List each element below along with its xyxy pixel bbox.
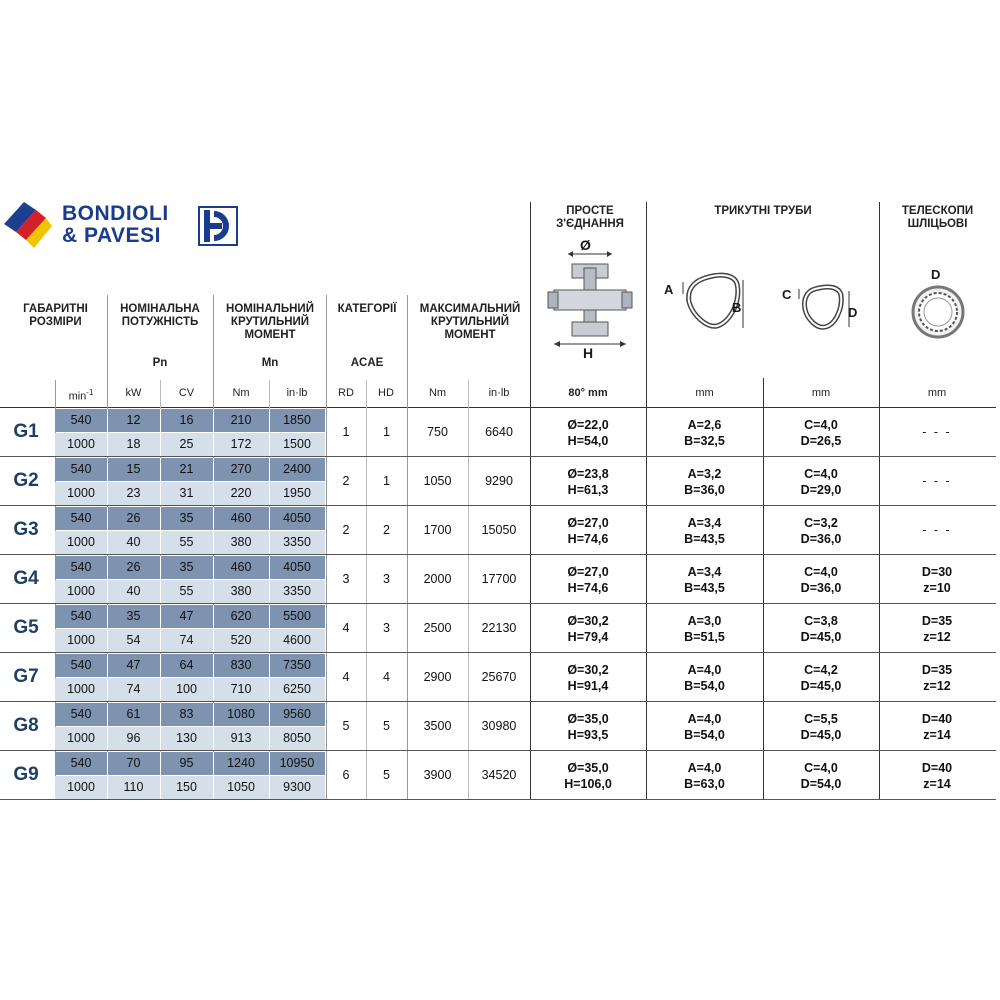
- cell-1000-cv: 55: [179, 584, 194, 598]
- cell-b: B=54,0: [684, 679, 725, 693]
- cell-max-nm: 750: [427, 425, 448, 439]
- cell-540-nm: 270: [230, 462, 252, 476]
- cell-540-cv: 47: [179, 609, 194, 623]
- group-label: G3: [13, 519, 39, 540]
- cell-h: H=93,5: [567, 728, 609, 742]
- cell-a: A=4,0: [687, 663, 722, 677]
- cell-rd: 4: [342, 621, 350, 635]
- cell-540-inlb: 1850: [283, 413, 311, 427]
- cell-hd: 3: [383, 621, 390, 635]
- cell-c: C=4,0: [804, 565, 838, 579]
- cell-c: C=3,2: [804, 516, 838, 530]
- diagram-label-h: H: [583, 345, 594, 361]
- cell-max-inlb: 30980: [481, 719, 517, 733]
- cell-540-rpm: 540: [70, 560, 92, 574]
- cell-1000-rpm: 1000: [67, 780, 95, 794]
- cell-1000-rpm: 1000: [67, 731, 95, 745]
- cell-max-nm: 2500: [423, 621, 452, 635]
- cell-c: C=3,8: [804, 614, 838, 628]
- cell-d: D=45,0: [800, 679, 842, 693]
- cell-max-inlb: 9290: [485, 474, 513, 488]
- cell-max-inlb: 17700: [481, 572, 517, 586]
- cell-1000-inlb: 9300: [283, 780, 311, 794]
- cell-rd: 5: [342, 719, 350, 733]
- cell-tel-dash: - - -: [922, 474, 952, 488]
- cell-540-cv: 35: [179, 511, 194, 525]
- cell-540-inlb: 2400: [283, 462, 311, 476]
- cell-1000-inlb: 1500: [283, 437, 311, 451]
- cell-d: D=29,0: [800, 483, 842, 497]
- cell-540-cv: 95: [179, 756, 194, 770]
- cell-h: H=54,0: [567, 434, 609, 448]
- diagram-label-c: C: [782, 287, 792, 302]
- group-label: G2: [13, 470, 39, 491]
- cell-d: D=36,0: [800, 581, 842, 595]
- cell-h: H=74,6: [567, 532, 609, 546]
- brand-name-line1: BONDIOLI: [62, 202, 169, 225]
- diagram-label-a: A: [664, 282, 674, 297]
- cell-1000-kw: 18: [126, 437, 141, 451]
- cell-1000-cv: 25: [179, 437, 194, 451]
- cell-h: H=79,4: [567, 630, 609, 644]
- cell-1000-nm: 220: [230, 486, 252, 500]
- cell-1000-inlb: 1950: [283, 486, 311, 500]
- cell-max-nm: 2000: [423, 572, 452, 586]
- cell-rd: 4: [342, 670, 350, 684]
- cell-540-inlb: 7350: [283, 658, 311, 672]
- cell-h: H=74,6: [567, 581, 609, 595]
- unit-kw: kW: [125, 387, 142, 399]
- cell-phi: Ø=27,0: [567, 516, 609, 530]
- cell-1000-cv: 55: [179, 535, 194, 549]
- cell-hd: 5: [383, 719, 390, 733]
- cell-540-inlb: 9560: [283, 707, 311, 721]
- cell-540-rpm: 540: [70, 462, 92, 476]
- header-power-symbol: Pn: [152, 357, 168, 369]
- unit-min: [55, 380, 107, 406]
- header-torque-symbol: Mn: [261, 357, 279, 369]
- cell-phi: Ø=22,0: [567, 418, 609, 432]
- cell-1000-cv: 130: [176, 731, 197, 745]
- cell-d: D=26,5: [800, 434, 842, 448]
- cell-h: H=91,4: [567, 679, 609, 693]
- unit-mm-a: mm: [695, 387, 714, 399]
- cell-b: B=43,5: [684, 581, 725, 595]
- cell-540-inlb: 5500: [283, 609, 311, 623]
- header-category: КАТЕГОРІЇ: [337, 303, 397, 315]
- cell-540-cv: 64: [179, 658, 194, 672]
- cell-b: B=36,0: [684, 483, 725, 497]
- cell-c: C=5,5: [804, 712, 838, 726]
- cell-max-nm: 2900: [423, 670, 452, 684]
- cell-tel-z: z=10: [923, 581, 951, 595]
- cell-540-kw: 26: [126, 511, 141, 525]
- cell-540-kw: 47: [126, 658, 141, 672]
- cell-rd: 2: [342, 523, 350, 537]
- cell-540-rpm: 540: [70, 413, 92, 427]
- cell-1000-cv: 150: [176, 780, 197, 794]
- cell-540-nm: 1080: [227, 707, 255, 721]
- cell-a: A=3,2: [687, 467, 722, 481]
- cell-max-inlb: 34520: [481, 768, 517, 782]
- cell-d: D=45,0: [800, 728, 842, 742]
- cell-1000-rpm: 1000: [67, 437, 95, 451]
- unit-inlb: in·lb: [286, 387, 308, 399]
- unit-mm-d: mm: [927, 387, 947, 399]
- cell-1000-kw: 54: [126, 633, 141, 647]
- cell-540-kw: 12: [126, 413, 141, 427]
- cell-d: D=54,0: [800, 777, 842, 791]
- brand-name-line2: & PAVESI: [62, 224, 161, 247]
- cell-phi: Ø=30,2: [567, 663, 609, 677]
- cell-tel-d: D=30: [921, 565, 953, 579]
- cell-a: A=4,0: [687, 761, 722, 775]
- unit-nm-max: Nm: [428, 387, 447, 399]
- header-size: ГАБАРИТНІ РОЗМІРИ: [23, 303, 88, 328]
- cell-max-inlb: 25670: [481, 670, 517, 684]
- cell-1000-rpm: 1000: [67, 486, 95, 500]
- cell-540-rpm: 540: [70, 658, 92, 672]
- cell-540-kw: 70: [126, 756, 141, 770]
- group-label: G4: [13, 568, 39, 589]
- diagram-label-d2: D: [931, 267, 941, 282]
- cell-hd: 4: [383, 670, 390, 684]
- universal-joint-diagram: [540, 238, 640, 356]
- cell-tel-z: z=12: [923, 630, 951, 644]
- cell-540-kw: 35: [126, 609, 141, 623]
- cell-1000-nm: 380: [230, 584, 252, 598]
- cell-540-nm: 460: [230, 511, 252, 525]
- cell-rd: 3: [342, 572, 350, 586]
- cell-540-nm: 1240: [227, 756, 255, 770]
- cell-540-rpm: 540: [70, 707, 92, 721]
- cell-phi: Ø=35,0: [567, 712, 609, 726]
- cell-540-inlb: 4050: [283, 511, 311, 525]
- cell-1000-inlb: 6250: [283, 682, 311, 696]
- group-label: G8: [13, 715, 39, 736]
- cell-b: B=43,5: [684, 532, 725, 546]
- cell-d: D=36,0: [800, 532, 842, 546]
- cell-b: B=32,5: [684, 434, 725, 448]
- cell-hd: 2: [383, 523, 390, 537]
- cell-1000-rpm: 1000: [67, 584, 95, 598]
- cell-b: B=51,5: [684, 630, 725, 644]
- header-simple-joint: ПРОСТЕ З'ЄДНАННЯ: [556, 205, 624, 230]
- cell-1000-rpm: 1000: [67, 633, 95, 647]
- cell-phi: Ø=30,2: [567, 614, 609, 628]
- cell-d: D=45,0: [800, 630, 842, 644]
- spline-shaft-diagram: [908, 282, 968, 342]
- cell-1000-nm: 172: [230, 437, 252, 451]
- cell-c: C=4,2: [804, 663, 838, 677]
- cell-max-inlb: 6640: [485, 425, 513, 439]
- cell-tel-d: D=35: [921, 614, 953, 628]
- cell-c: C=4,0: [804, 418, 838, 432]
- header-max-torque: МАКСИМАЛЬНИЙ КРУТИЛЬНИЙ МОМЕНТ: [419, 303, 521, 341]
- cell-max-nm: 1700: [423, 523, 452, 537]
- cell-1000-inlb: 8050: [283, 731, 311, 745]
- divider-triangular: [646, 202, 647, 800]
- unit-cv: CV: [178, 387, 195, 399]
- cell-b: B=63,0: [684, 777, 725, 791]
- cell-1000-nm: 710: [230, 682, 252, 696]
- cell-540-cv: 83: [179, 707, 194, 721]
- cell-540-rpm: 540: [70, 609, 92, 623]
- cell-hd: 5: [383, 768, 390, 782]
- cell-b: B=54,0: [684, 728, 725, 742]
- cell-tel-d: D=35: [921, 663, 953, 677]
- cell-max-nm: 1050: [423, 474, 452, 488]
- divider-joint: [530, 202, 531, 800]
- cell-1000-kw: 40: [126, 584, 141, 598]
- cell-phi: Ø=35,0: [567, 761, 609, 775]
- cell-a: A=3,4: [687, 516, 722, 530]
- cell-a: A=3,0: [687, 614, 722, 628]
- cell-tel-dash: - - -: [922, 523, 952, 537]
- cell-540-kw: 15: [126, 462, 141, 476]
- header-triangular-tubes: ТРИКУТНІ ТРУБИ: [714, 205, 812, 217]
- cell-max-nm: 3900: [423, 768, 452, 782]
- cell-1000-nm: 1050: [227, 780, 255, 794]
- cell-rd: 1: [342, 425, 350, 439]
- cell-540-kw: 26: [126, 560, 141, 574]
- cell-1000-cv: 74: [179, 633, 194, 647]
- cell-1000-nm: 913: [230, 731, 252, 745]
- cell-c: C=4,0: [804, 761, 838, 775]
- cell-1000-kw: 23: [126, 486, 141, 500]
- cell-1000-kw: 40: [126, 535, 141, 549]
- cell-phi: Ø=23,8: [567, 467, 609, 481]
- cell-max-inlb: 15050: [481, 523, 517, 537]
- cell-hd: 3: [383, 572, 390, 586]
- brand-mark-icon: [198, 206, 238, 246]
- cell-a: A=4,0: [687, 712, 722, 726]
- header-power: НОМІНАЛЬНА ПОТУЖНІСТЬ: [120, 303, 200, 328]
- group-label: G1: [13, 421, 39, 442]
- group-label: G5: [13, 617, 39, 638]
- cell-a: A=2,6: [687, 418, 722, 432]
- logo-stripes-icon: [2, 198, 54, 254]
- cell-tel-z: z=14: [923, 728, 951, 742]
- cell-hd: 1: [383, 474, 390, 488]
- unit-inlb-max: in·lb: [488, 387, 510, 399]
- unit-rd: RD: [338, 387, 354, 399]
- cell-540-nm: 620: [230, 609, 252, 623]
- header-telescopic: ТЕЛЕСКОПИ ШЛІЦЬОВІ: [901, 205, 974, 230]
- diagram-label-b: B: [732, 300, 742, 315]
- cell-tel-dash: - - -: [922, 425, 952, 439]
- group-label: G9: [13, 764, 39, 785]
- cell-h: H=61,3: [567, 483, 609, 497]
- cell-1000-kw: 110: [123, 780, 144, 794]
- cell-540-inlb: 10950: [279, 756, 315, 770]
- row-divider: [0, 799, 996, 800]
- cell-rd: 6: [342, 768, 350, 782]
- cell-540-rpm: 540: [70, 511, 92, 525]
- cell-1000-kw: 74: [126, 682, 141, 696]
- cell-540-cv: 35: [179, 560, 194, 574]
- cell-tel-d: D=40: [921, 761, 953, 775]
- cell-phi: Ø=27,0: [567, 565, 609, 579]
- cell-a: A=3,4: [687, 565, 722, 579]
- cell-rd: 2: [342, 474, 350, 488]
- cell-hd: 1: [383, 425, 390, 439]
- cell-tel-z: z=12: [923, 679, 951, 693]
- cell-540-nm: 210: [230, 413, 252, 427]
- cell-1000-inlb: 4600: [283, 633, 311, 647]
- unit-mm-c: mm: [811, 387, 831, 399]
- unit-min-text: min: [68, 390, 87, 403]
- group-label: G7: [13, 666, 39, 687]
- unit-nm: Nm: [232, 387, 250, 399]
- header-category-symbol: ACAE: [350, 357, 384, 369]
- cell-1000-cv: 31: [179, 486, 194, 500]
- cell-1000-cv: 100: [176, 682, 197, 696]
- cell-1000-nm: 380: [230, 535, 252, 549]
- brand-logo: [2, 198, 242, 254]
- cell-1000-rpm: 1000: [67, 535, 95, 549]
- cell-h: H=106,0: [564, 777, 612, 791]
- cell-max-inlb: 22130: [481, 621, 517, 635]
- cell-540-nm: 830: [230, 658, 252, 672]
- cell-tel-z: z=14: [923, 777, 951, 791]
- cell-tel-d: D=40: [921, 712, 953, 726]
- cell-540-cv: 16: [179, 413, 194, 427]
- cell-540-nm: 460: [230, 560, 252, 574]
- header-torque: НОМІНАЛЬНИЙ КРУТИЛЬНИЙ МОМЕНТ: [226, 303, 314, 341]
- cell-1000-inlb: 3350: [283, 584, 311, 598]
- unit-min-exp: -1: [86, 388, 94, 397]
- cell-540-rpm: 540: [70, 756, 92, 770]
- unit-joint: 80° mm: [568, 387, 608, 399]
- cell-540-cv: 21: [179, 462, 194, 476]
- cell-540-kw: 61: [126, 707, 141, 721]
- cell-1000-nm: 520: [230, 633, 252, 647]
- diagram-label-phi: Ø: [580, 237, 591, 253]
- cell-1000-rpm: 1000: [67, 682, 95, 696]
- cell-1000-inlb: 3350: [283, 535, 311, 549]
- diagram-label-d: D: [848, 305, 858, 320]
- triangular-tube-a-diagram: [675, 270, 775, 340]
- cell-1000-kw: 96: [126, 731, 141, 745]
- unit-hd: HD: [378, 387, 394, 399]
- cell-c: C=4,0: [804, 467, 838, 481]
- cell-max-nm: 3500: [423, 719, 452, 733]
- cell-540-inlb: 4050: [283, 560, 311, 574]
